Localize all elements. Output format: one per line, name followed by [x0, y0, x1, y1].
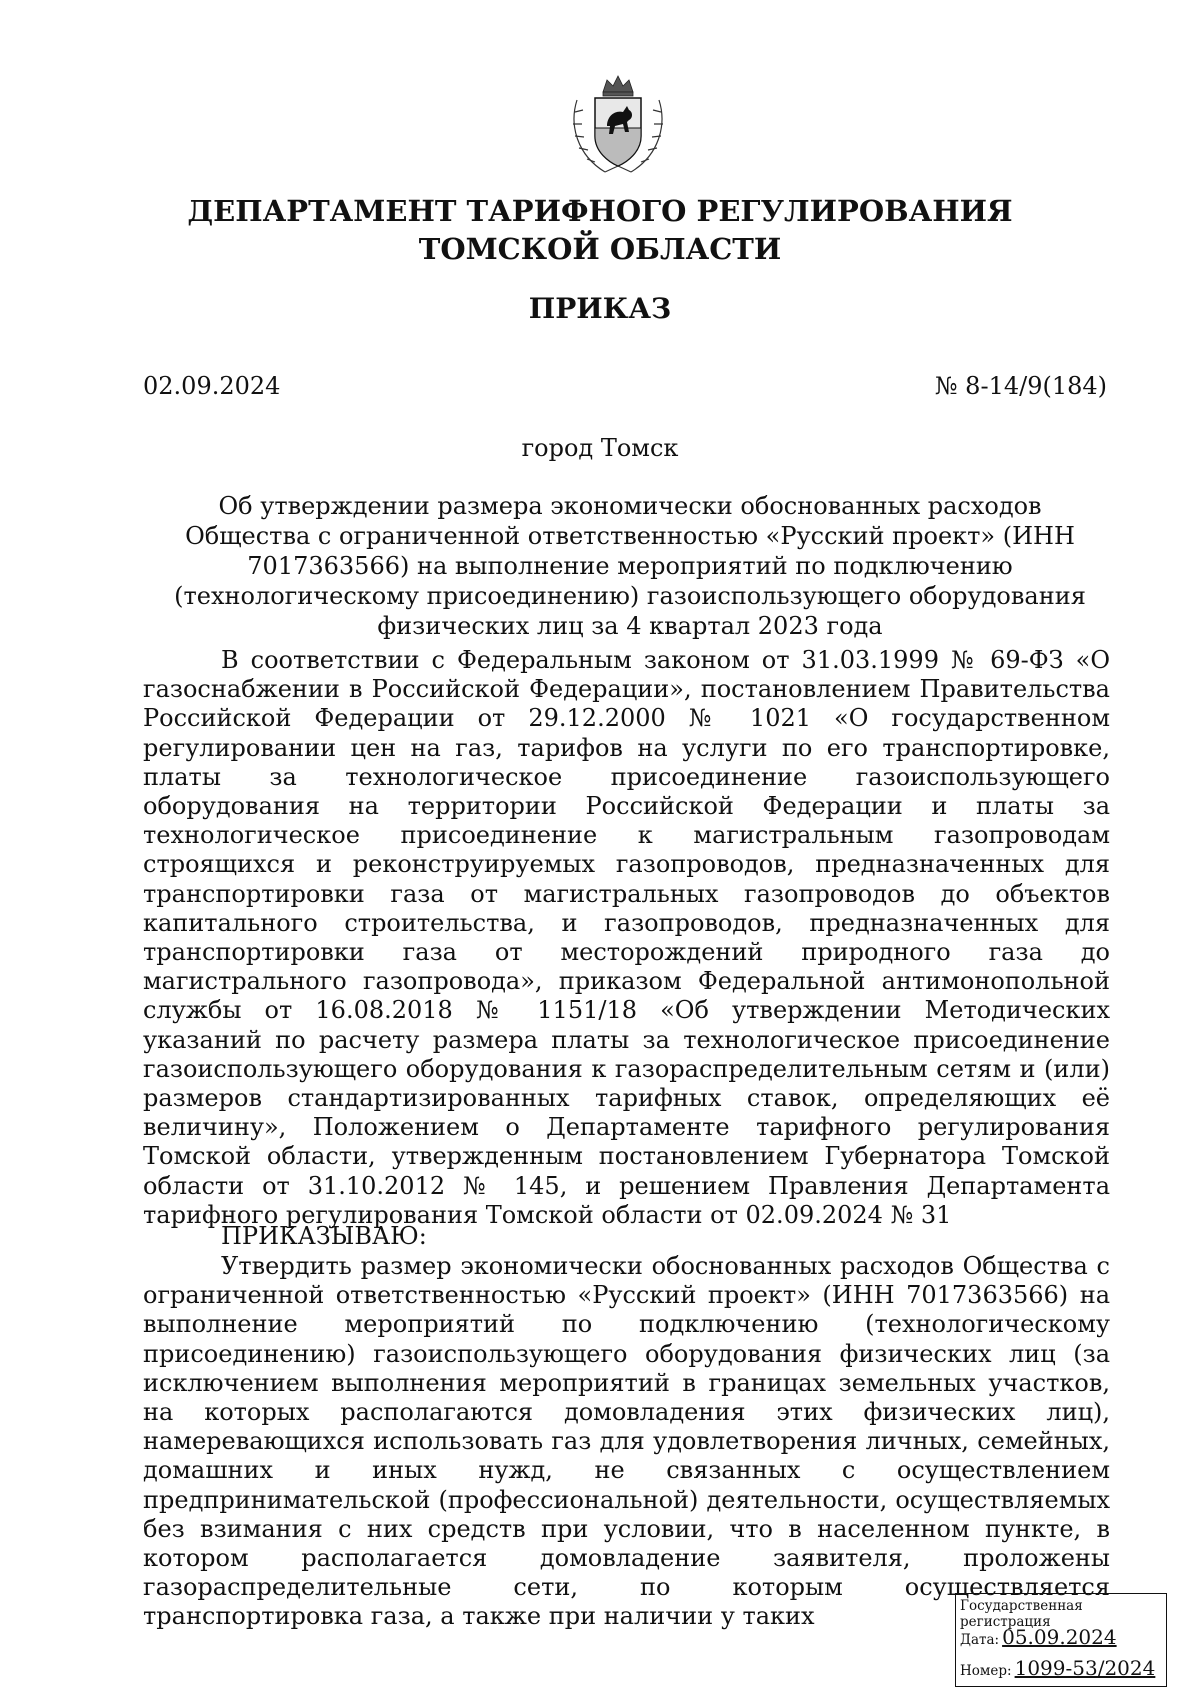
registration-stamp [955, 1593, 1167, 1687]
organization-name-line-1: ДЕПАРТАМЕНТ ТАРИФНОГО РЕГУЛИРОВАНИЯ [187, 194, 1013, 228]
organization-name-line-2: ТОМСКОЙ ОБЛАСТИ [418, 232, 782, 266]
registration-date-row [960, 1625, 1117, 1649]
document-subject: Об утверждении размера экономически обоснованных расходов Общества с ограниченной ответственностью «Русский проект» (ИНН 7017363566) на выполнение мероприятий по подключению (технологическому присоединению) газоиспользующего оборудования физических лиц за 4 квартал 2023 года [174, 492, 1086, 640]
registration-date-label: Дата: [960, 1632, 1000, 1648]
registration-date-value: 05.09.2024 [1002, 1625, 1117, 1649]
organization-name [0, 192, 1200, 268]
order-keyword: ПРИКАЗЫВАЮ: [221, 1222, 427, 1250]
coat-of-arms-icon [563, 70, 673, 180]
document-city: город Томск [521, 434, 679, 462]
order-item-paragraph: Утвердить размер экономически обоснованных расходов Общества с ограниченной ответственностью «Русский проект» (ИНН 7017363566) на выполнение мероприятий по подключению (технологическому присоединению) газоиспользующего оборудования физических лиц (за исключением выполнения мероприятий в границах земельных участков, на которых располагаются домовладения этих физических лиц), намеревающихся использовать газ для удовлетворения личных, семейных, домашних и иных нужд, не связанных с осуществлением предпринимательской (профессиональной) деятельности, осуществляемых без взимания с них средств при условии, что в населенном пункте, в котором располагается домовладение заявителя, проложены газораспределительные сети, по которым осуществляется транспортировка газа, а также при наличии у таких [143, 1252, 1110, 1631]
document-number: № 8-14/9(184) [934, 372, 1107, 400]
document-type: ПРИКАЗ [528, 292, 672, 325]
registration-title: Государственная регистрация [960, 1598, 1083, 1630]
registration-number-label: Номер: [960, 1663, 1012, 1679]
document-date: 02.09.2024 [143, 372, 281, 400]
registration-number-row [960, 1656, 1155, 1680]
preamble-paragraph: В соответствии с Федеральным законом от 31.03.1999 № 69-ФЗ «О газоснабжении в Российской Федерации», постановлением Правительства Российской Федерации от 29.12.2000 № 1021 «О государственном регулировании цен на газ, тарифов на услуги по его транспортировке, платы за технологическое присоединение газоиспользующего оборудования на территории Российской Федерации и платы за технологическое присоединение к магистральным газопроводам строящихся и реконструируемых газопроводов, предназначенных для транспортировки газа от магистральных газопроводов до объектов капитального строительства, и газопроводов, предназначенных для транспортировки газа от месторождений природного газа до магистрального газопровода», приказом Федеральной антимонопольной службы от 16.08.2018 № 1151/18 «Об утверждении Методических указаний по расчету размера платы за технологическое присоединение газоиспользующего оборудования к газораспределительным сетям и (или) размеров стандартизированных тарифных ставок, определяющих её величину», Положением о Департаменте тарифного регулирования Томской области, утвержденным постановлением Губернатора Томской области от 31.10.2012 № 145, и решением Правления Департамента тарифного регулирования Томской области от 02.09.2024 № 31 [143, 646, 1110, 1229]
registration-number-value: 1099-53/2024 [1014, 1656, 1156, 1680]
